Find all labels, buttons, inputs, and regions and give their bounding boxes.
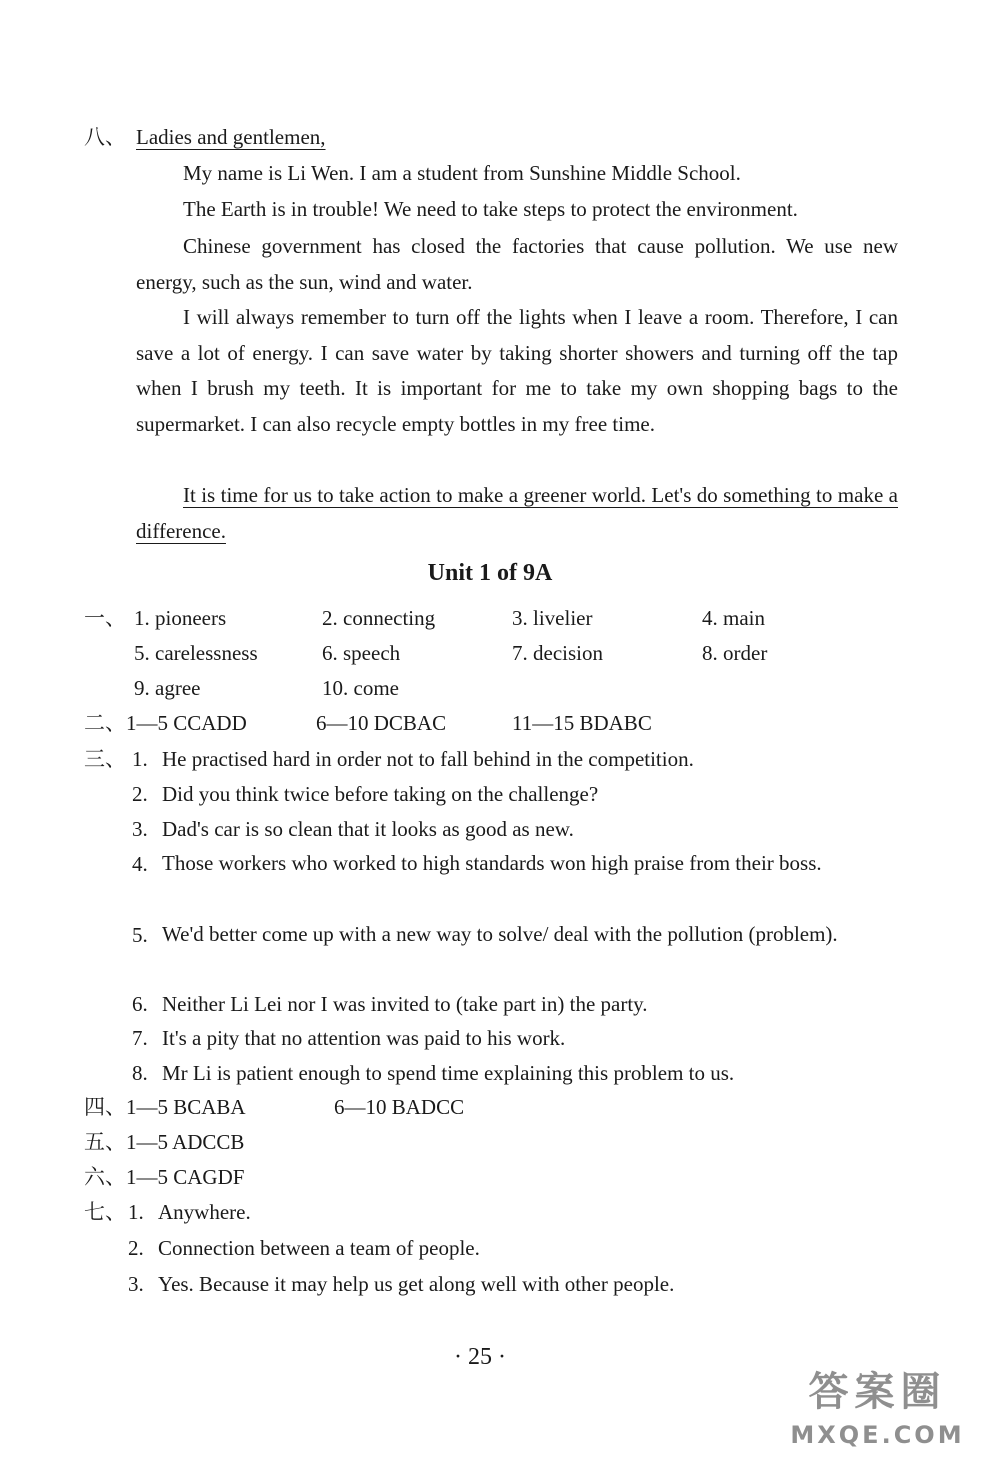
section-7-label: 七、 [84, 1200, 126, 1224]
vocab-item: 9. agree [134, 676, 201, 700]
page-number: · 25 · [454, 1344, 506, 1370]
section-6-label: 六、 [84, 1165, 126, 1189]
translation-sentence: It's a pity that no attention was paid to his work. [162, 1026, 566, 1050]
translation-sentence: He practised hard in order not to fall behind in the competition. [162, 747, 694, 771]
unit-title: Unit 1 of 9A [427, 560, 553, 586]
item-number: 6. [132, 992, 148, 1016]
speech-paragraph-3: Chinese government has closed the factories that cause pollution. We use new energy, such as the sun, wind and water. [136, 234, 898, 294]
watermark-title: 答案圈 [808, 1369, 947, 1415]
vocab-item: 5. carelessness [134, 641, 258, 665]
vocab-item: 1. pioneers [134, 606, 227, 630]
section-3-label: 三、 [84, 747, 126, 771]
section-4-label: 四、 [84, 1095, 126, 1119]
vocab-item: 3. livelier [512, 606, 593, 630]
vocab-item: 4. main [702, 606, 765, 630]
item-number: 1. [128, 1200, 144, 1224]
vocab-item: 8. order [702, 641, 768, 665]
answer-group: 1—5 ADCCB [126, 1130, 245, 1154]
item-number: 3. [128, 1272, 144, 1296]
vocab-item: 6. speech [322, 641, 401, 665]
section-2-label: 二、 [84, 711, 126, 735]
translation-sentence: Those workers who worked to high standards won high praise from their boss. [162, 851, 822, 875]
watermark-url: MXQE.COM [790, 1421, 965, 1449]
item-number: 1. [132, 747, 148, 771]
watermark-logo [760, 1368, 995, 1458]
translation-sentence: We'd better come up with a new way to solve/ deal with the pollution (problem). [162, 922, 838, 946]
answer-group: 6—10 BADCC [334, 1095, 465, 1119]
section-5-label: 五、 [84, 1130, 126, 1154]
translation-sentence: Neither Li Lei nor I was invited to (take part in) the party. [162, 992, 648, 1016]
answer-group: 11—15 BDABC [512, 711, 652, 735]
translation-sentence: Mr Li is patient enough to spend time explaining this problem to us. [162, 1061, 735, 1085]
short-answer: Yes. Because it may help us get along well with other people. [158, 1272, 675, 1296]
vocab-item: 7. decision [512, 641, 603, 665]
speech-paragraph-2: The Earth is in trouble! We need to take steps to protect the environment. [183, 197, 798, 221]
speech-salutation: Ladies and gentlemen, [136, 125, 326, 149]
item-number: 2. [128, 1236, 144, 1260]
speech-paragraph-4: I will always remember to turn off the lights when I leave a room. Therefore, I can save a lot of energy. I can save water by taking shorter showers and turning off the tap when I brush my teeth. It is important for me to take my own shopping bags to the supermarket. I can also recycle empty bottles in my free time. [136, 305, 898, 436]
short-answer: Connection between a team of people. [158, 1236, 480, 1260]
answer-group: 6—10 DCBAC [316, 711, 447, 735]
item-number: 7. [132, 1026, 148, 1050]
vocab-item: 2. connecting [322, 606, 436, 630]
section-1-label: 一、 [84, 606, 126, 630]
item-number: 4. [132, 852, 148, 876]
item-number: 2. [132, 782, 148, 806]
vocab-item: 10. come [322, 676, 399, 700]
speech-paragraph-5: It is time for us to take action to make a greener world. Let's do something to make a difference. [136, 483, 898, 543]
translation-sentence: Did you think twice before taking on the challenge? [162, 782, 599, 806]
item-number: 5. [132, 923, 148, 947]
short-answer: Anywhere. [158, 1200, 251, 1224]
answer-group: 1—5 BCABA [126, 1095, 246, 1119]
item-number: 8. [132, 1061, 148, 1085]
speech-paragraph-1: My name is Li Wen. I am a student from Sunshine Middle School. [183, 161, 741, 185]
item-number: 3. [132, 817, 148, 841]
translation-sentence: Dad's car is so clean that it looks as good as new. [162, 817, 574, 841]
answer-group: 1—5 CAGDF [126, 1165, 245, 1189]
section-8-label: 八、 [84, 125, 126, 149]
answer-group: 1—5 CCADD [126, 711, 247, 735]
